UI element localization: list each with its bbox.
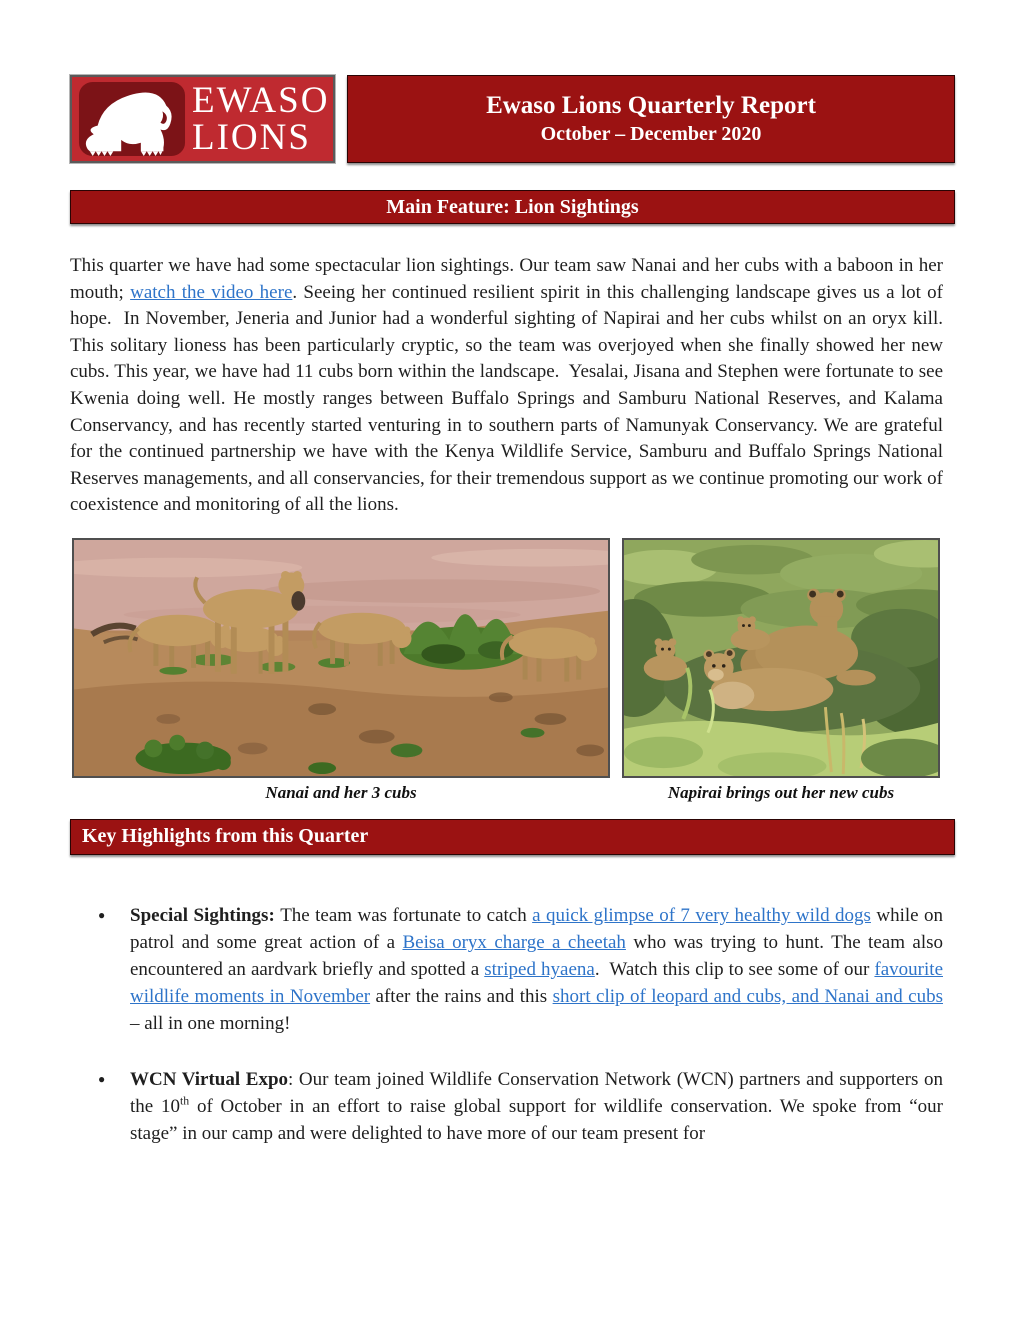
lion-silhouette-icon xyxy=(78,81,186,157)
inline-link[interactable]: a quick glimpse of 7 very healthy wild dogs xyxy=(532,904,871,926)
text-run: The team was fortunate to catch xyxy=(280,904,533,926)
ewaso-lions-logo xyxy=(70,75,335,163)
inline-link[interactable]: striped hyaena xyxy=(484,958,595,980)
lions-riverbank-illustration xyxy=(74,540,608,776)
main-feature-paragraph xyxy=(70,253,943,519)
photo-napirai-and-cubs xyxy=(622,538,940,778)
bullet-wcn-virtual-expo xyxy=(70,1066,955,1147)
section-heading-label: Main Feature: Lion Sightings xyxy=(386,195,639,218)
bold-text: WCN Virtual Expo xyxy=(130,1068,289,1090)
text-run: – all in one morning! xyxy=(130,1012,291,1034)
bullet-special-sightings-text xyxy=(130,902,955,1037)
caption-napirai: Napirai brings out her new cubs xyxy=(667,782,895,802)
section-heading-key-highlights xyxy=(70,819,955,855)
report-header xyxy=(70,75,955,163)
photo-nanai-and-cubs xyxy=(72,538,610,778)
bold-text: Special Sightings: xyxy=(130,904,281,926)
inline-link[interactable]: Beisa oryx charge a cheetah xyxy=(402,931,626,953)
logo-word-ewaso: EWASO xyxy=(192,80,330,121)
bullet-icon: ● xyxy=(98,907,106,922)
inline-link[interactable]: watch the video here xyxy=(130,281,293,303)
text-run: . Watch this clip to see some of our xyxy=(594,958,875,980)
highlights-list xyxy=(70,902,955,1147)
inline-link[interactable]: favourite wildlife moments in November xyxy=(130,958,943,1007)
inline-link[interactable]: short clip of leopard and cubs, and Nanai and cubs xyxy=(552,985,943,1007)
photos-row xyxy=(70,538,955,778)
caption-nanai: Nanai and her 3 cubs xyxy=(265,782,417,802)
logo-wordmark xyxy=(192,82,329,156)
report-subtitle: October – December 2020 xyxy=(540,123,762,145)
superscript-text: th xyxy=(180,1094,190,1108)
bullet-special-sightings xyxy=(70,902,955,1037)
text-run: This quarter we have had some spectacular lion sightings. Our team saw Nanai and her cubs with a baboon in her mouth; xyxy=(70,255,943,303)
text-run: of October in an effort to raise global support for wildlife conservation. We spoke from “our stage” in our camp and were delighted to have more of our team present for xyxy=(130,1095,943,1144)
report-title: Ewaso Lions Quarterly Report xyxy=(486,92,816,119)
text-run: while on patrol and some great action of a xyxy=(130,904,943,953)
logo-word-lions: LIONS xyxy=(192,117,311,158)
bullet-icon: ● xyxy=(98,1071,106,1086)
text-run: : Our team joined Wildlife Conservation Network (WCN) partners and supporters on the 10 xyxy=(130,1068,943,1117)
section-heading-label: Key Highlights from this Quarter xyxy=(82,825,369,848)
bullet-wcn-virtual-expo-text xyxy=(130,1066,955,1147)
text-run: who was trying to hunt. The team also encountered an aardvark briefly and spotted a xyxy=(130,931,943,980)
lioness-cubs-grass-illustration xyxy=(624,540,938,776)
section-heading-main-feature xyxy=(70,190,955,224)
title-banner xyxy=(347,75,955,163)
text-run: after the rains and this xyxy=(370,985,553,1007)
text-run: . Seeing her continued resilient spirit in this challenging landscape gives us a lot of hope. In November, Jeneria and Junior had a wonderful sighting of Napirai and her cubs whilst on an oryx kill. This solitary lioness has been particularly cryptic, so the team was overjoyed when she finally showed her new cubs. This year, we have had 11 cubs born within the landscape. Yesalai, Jisana and Stephen were fortunate to see Kwenia doing well. He mostly ranges between Buffalo Springs and Samburu National Reserves, and Kalama Conservancy, and has recently started venturing in to southern parts of Namunyak Conservancy. We are grateful for the continued partnership we have with the Kenya Wildlife Service, Samburu and Buffalo Springs National Reserves managements, and all conservancies, for their tremendous support as we continue promoting our work of coexistence and monitoring of all the lions. xyxy=(70,281,944,516)
lion-silhouette-graphic xyxy=(78,81,186,157)
captions-row xyxy=(70,783,955,803)
